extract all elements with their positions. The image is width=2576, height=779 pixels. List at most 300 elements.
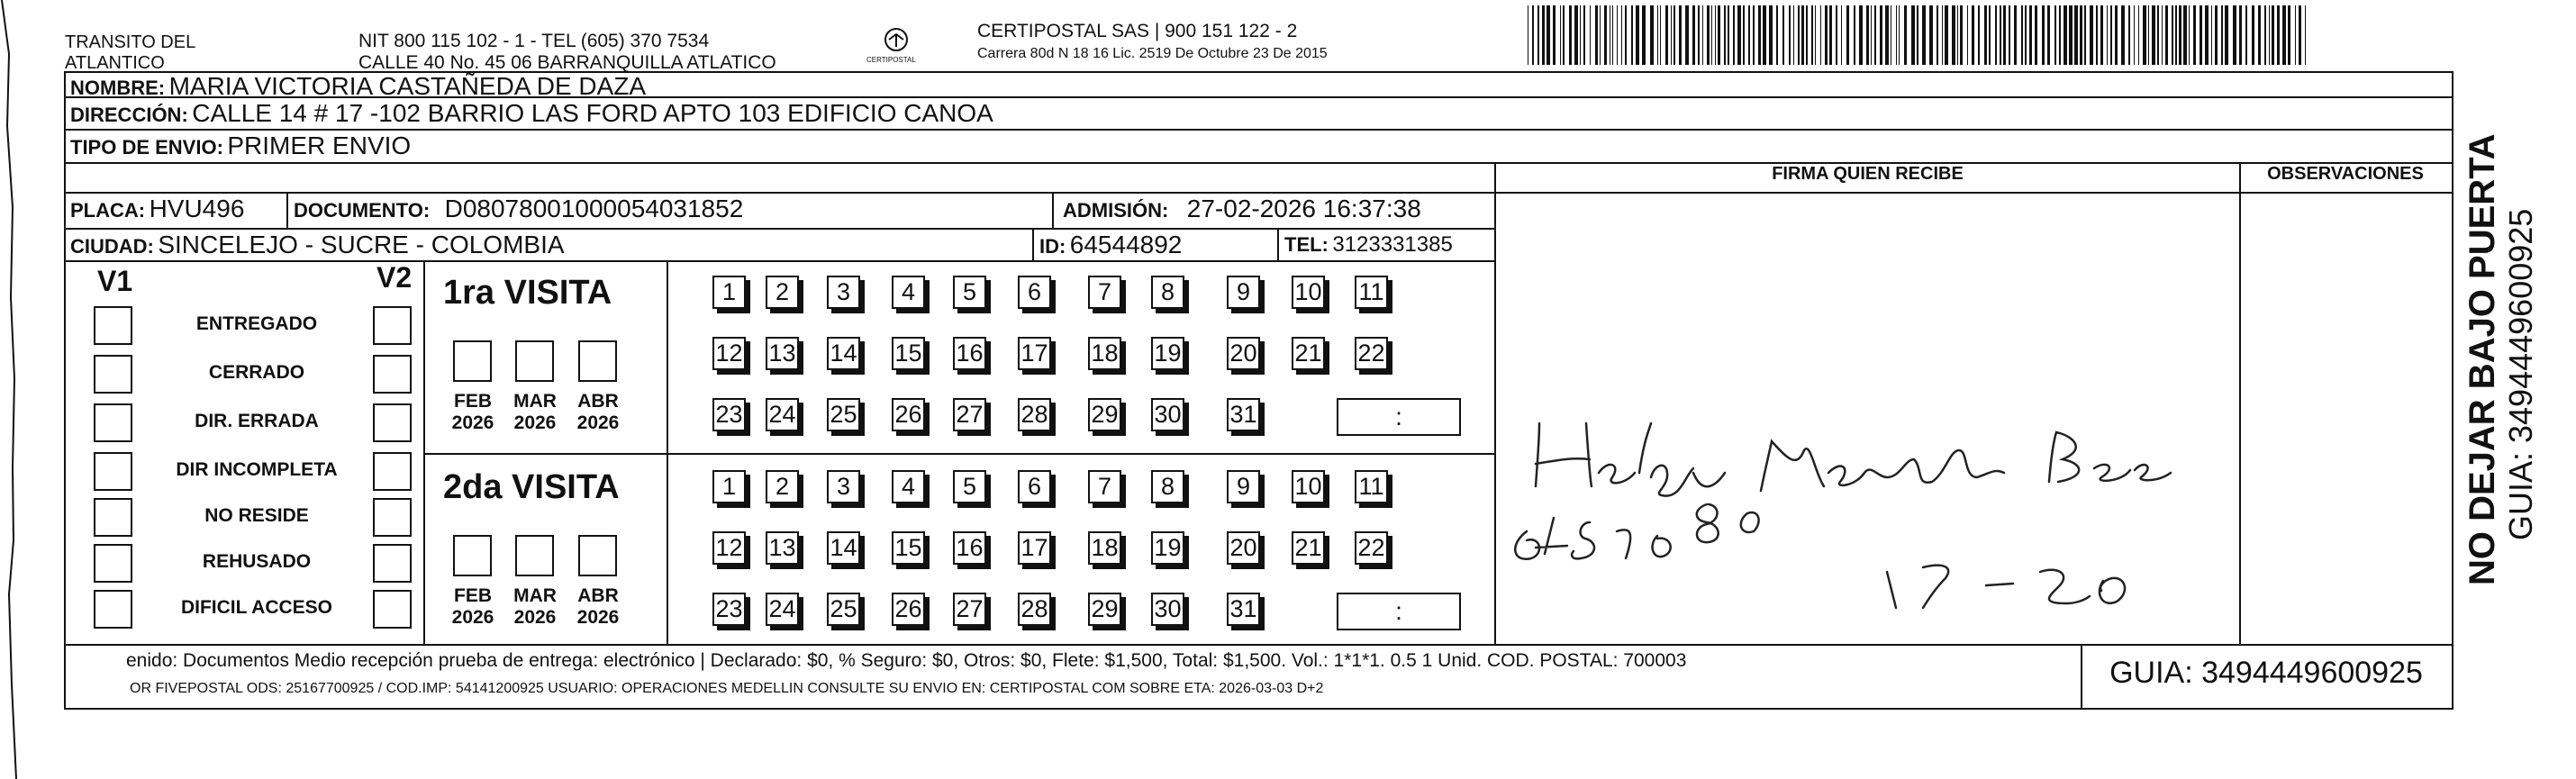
day-box[interactable]: 3 — [827, 276, 860, 309]
barcode-bar — [2084, 5, 2086, 65]
barcode-bar — [2157, 5, 2159, 65]
barcode-bar — [1989, 5, 1991, 65]
barcode-bar — [2064, 5, 2067, 65]
ciudad-divider — [1032, 228, 1034, 260]
day-box[interactable]: 13 — [766, 337, 799, 370]
barcode-bar — [1692, 5, 1695, 65]
barcode-bar — [2014, 5, 2017, 65]
barcode-bar — [1679, 5, 1682, 65]
day-box[interactable]: 30 — [1151, 398, 1184, 431]
row-line-6 — [64, 260, 1496, 262]
month-checkbox[interactable] — [578, 340, 617, 382]
day-box[interactable]: 11 — [1355, 276, 1388, 309]
nombre-label: NOMBRE: — [70, 77, 166, 99]
v1-label: V1 — [97, 265, 133, 297]
barcode-bar — [1904, 5, 1907, 65]
barcode-bar — [2193, 5, 2196, 65]
sender-nit: NIT 800 115 102 - 1 - TEL (605) 370 7534 — [358, 31, 710, 51]
id-value: 64544892 — [1069, 231, 1183, 258]
barcode-bar — [1537, 5, 1539, 65]
year-label: 2026 — [576, 607, 620, 628]
row-line-4 — [64, 192, 2454, 194]
day-box[interactable]: 28 — [1018, 398, 1051, 431]
barcode-bar — [2128, 5, 2130, 65]
barcode-bar — [2003, 5, 2006, 65]
barcode-bar — [1922, 5, 1926, 65]
tipo-value: PRIMER ENVIO — [227, 131, 412, 159]
barcode-bar — [1801, 5, 1804, 65]
barcode-bar — [1871, 5, 1872, 65]
barcode-bar — [2090, 5, 2093, 65]
day-box[interactable]: 30 — [1151, 593, 1184, 626]
day-box[interactable]: 23 — [712, 398, 746, 431]
barcode-bar — [1972, 5, 1974, 65]
v2-checkbox[interactable] — [373, 403, 412, 442]
barcode-bar — [1728, 5, 1729, 65]
barcode-bar — [2115, 5, 2118, 65]
day-box[interactable]: 18 — [1088, 531, 1121, 565]
day-box[interactable]: 10 — [1292, 470, 1325, 503]
barcode-bar — [2277, 5, 2280, 65]
day-box[interactable]: 26 — [892, 593, 925, 626]
barcode-bar — [2110, 5, 2112, 65]
year-label: 2026 — [451, 607, 494, 628]
reason-label: DIR INCOMPLETA — [176, 459, 338, 480]
observaciones-header: OBSERVACIONES — [2267, 164, 2424, 184]
col-firma-left — [1494, 162, 1496, 644]
barcode-bar — [1836, 5, 1837, 65]
barcode-bar — [1600, 5, 1601, 65]
barcode-bar — [1532, 5, 1534, 65]
barcode-bar — [1929, 5, 1933, 65]
barcode-bar — [2239, 5, 2242, 65]
barcode-bar — [1631, 5, 1633, 65]
month-label: FEB — [454, 391, 492, 412]
barcode-bar — [1885, 5, 1889, 65]
day-box[interactable]: 22 — [1355, 531, 1388, 565]
barcode-bar — [1776, 5, 1778, 65]
footer-guia: GUIA: 3494449600925 — [2109, 656, 2423, 690]
barcode-bar — [2042, 5, 2045, 65]
barcode-bar — [1984, 5, 1987, 65]
day-box[interactable]: 16 — [953, 531, 986, 565]
barcode-bar — [2172, 5, 2173, 65]
barcode-bar — [2299, 5, 2301, 65]
placa-value: HVU496 — [149, 195, 245, 222]
barcode-bar — [2074, 5, 2078, 65]
barcode-bar — [1748, 5, 1750, 65]
barcode-bar — [2134, 5, 2135, 65]
ciudad-label: CIUDAD: — [70, 235, 154, 258]
barcode-bar — [2047, 5, 2050, 65]
day-box[interactable]: 29 — [1088, 398, 1121, 431]
v1-checkbox[interactable] — [94, 403, 132, 442]
barcode-bar — [1671, 5, 1672, 65]
barcode-bar — [1846, 5, 1849, 65]
barcode-bar — [1711, 5, 1712, 65]
frame-bottom — [64, 708, 2454, 710]
day-box[interactable]: 29 — [1088, 593, 1121, 626]
month-checkbox[interactable] — [515, 340, 554, 382]
day-box[interactable]: 13 — [766, 531, 799, 565]
year-label: 2026 — [576, 412, 620, 433]
v2-checkbox[interactable] — [373, 544, 412, 583]
documento-divider — [1052, 192, 1054, 228]
day-box[interactable]: 28 — [1018, 593, 1051, 626]
barcode-bar — [1660, 5, 1661, 65]
month-checkbox[interactable] — [453, 535, 492, 576]
day-box[interactable]: 7 — [1088, 470, 1121, 503]
direccion-field — [70, 99, 993, 128]
barcode-bar — [1899, 5, 1900, 65]
barcode-bar — [2021, 5, 2023, 65]
barcode-bar — [1612, 5, 1613, 65]
month-label: FEB — [454, 585, 492, 606]
day-box[interactable]: 25 — [827, 593, 860, 626]
barcode-bar — [2215, 5, 2218, 65]
v2-label: V2 — [376, 261, 413, 294]
barcode-bar — [1580, 5, 1581, 65]
day-box[interactable]: 7 — [1088, 276, 1121, 309]
admision-field — [1063, 195, 1421, 223]
barcode-bar — [1995, 5, 1997, 65]
barcode-bar — [1896, 5, 1897, 65]
barcode-bar — [1724, 5, 1726, 65]
day-box[interactable]: 8 — [1151, 470, 1184, 503]
barcode-bar — [2059, 5, 2061, 65]
barcode-bar — [2138, 5, 2139, 65]
barcode-bar — [2258, 5, 2261, 65]
barcode-bar — [1617, 5, 1618, 65]
day-box[interactable]: 1 — [712, 276, 746, 309]
placa-label: PLACA: — [70, 199, 146, 222]
tipo-envio-field — [70, 131, 411, 160]
barcode-bar — [2282, 5, 2286, 65]
visit-title: 2da VISITA — [443, 468, 620, 506]
barcode-bar — [2221, 5, 2223, 65]
barcode-bar — [2183, 5, 2187, 65]
barcode-bar — [1733, 5, 1735, 65]
tel-field — [1284, 232, 1453, 258]
barcode-bar — [1829, 5, 1832, 65]
barcode-bar — [1553, 5, 1556, 65]
row-line-footer — [64, 644, 2454, 646]
admision-label: ADMISIÓN: — [1063, 199, 1169, 222]
barcode-bar — [2272, 5, 2274, 65]
barcode-bar — [1815, 5, 1816, 65]
barcode-bar — [2295, 5, 2296, 65]
day-box[interactable]: 2 — [766, 470, 799, 503]
barcode-bar — [1859, 5, 1863, 65]
v2-checkbox[interactable] — [373, 355, 412, 394]
month-checkbox[interactable] — [515, 535, 554, 576]
documento-value: D08078001000054031852 — [444, 195, 744, 222]
barcode-bar — [2200, 5, 2202, 65]
day-box[interactable]: 23 — [712, 593, 746, 626]
barcode-bar — [1650, 5, 1654, 65]
day-box[interactable]: 24 — [766, 593, 799, 626]
day-box[interactable]: 5 — [953, 470, 986, 503]
frame-right — [2452, 71, 2454, 710]
barcode-bar — [1574, 5, 1578, 65]
barcode-bar — [1673, 5, 1675, 65]
day-box[interactable]: 11 — [1355, 470, 1388, 503]
v1-checkbox[interactable] — [94, 590, 132, 629]
barcode-bar — [1769, 5, 1773, 65]
barcode-bar — [1825, 5, 1828, 65]
admision-value: 27-02-2026 16:37:38 — [1186, 195, 1421, 222]
day-box[interactable]: 31 — [1227, 593, 1260, 626]
day-box[interactable]: 4 — [892, 470, 925, 503]
reason-label: DIFICIL ACCESO — [180, 597, 332, 618]
ciudad-value: SINCELEJO - SUCRE - COLOMBIA — [158, 231, 565, 258]
reason-label: DIR. ERRADA — [195, 411, 319, 431]
day-box[interactable]: 3 — [827, 470, 860, 503]
barcode-bar — [2264, 5, 2266, 65]
firma-header: FIRMA QUIEN RECIBE — [1772, 164, 1964, 184]
v2-checkbox[interactable] — [373, 590, 412, 629]
visits-divider — [423, 453, 1495, 455]
barcode-bar — [1917, 5, 1918, 65]
barcode-bar — [1960, 5, 1963, 65]
v1-checkbox[interactable] — [94, 306, 132, 345]
barcode-bar — [1715, 5, 1716, 65]
handwritten-signature — [1500, 387, 2238, 621]
reason-label: NO RESIDE — [204, 505, 309, 526]
time-box[interactable]: : — [1337, 398, 1461, 436]
day-box[interactable]: 17 — [1018, 337, 1051, 370]
barcode-bar — [2107, 5, 2108, 65]
barcode-bar — [2009, 5, 2010, 65]
tipo-label: TIPO DE ENVIO: — [70, 136, 223, 159]
barcode-bar — [1590, 5, 1591, 65]
barcode-bar — [1753, 5, 1755, 65]
barcode-bar — [1685, 5, 1689, 65]
barcode-bar — [2096, 5, 2098, 65]
reason-label: REHUSADO — [202, 551, 312, 572]
v2-checkbox[interactable] — [373, 452, 412, 491]
day-box[interactable]: 31 — [1227, 398, 1260, 431]
barcode — [1526, 5, 2311, 67]
day-box[interactable]: 25 — [827, 398, 860, 431]
nombre-field — [70, 72, 646, 101]
barcode-bar — [2245, 5, 2247, 65]
barcode-bar — [1758, 5, 1761, 65]
day-box[interactable]: 18 — [1088, 337, 1121, 370]
barcode-bar — [1978, 5, 1980, 65]
day-box[interactable]: 21 — [1292, 337, 1325, 370]
id-label: ID: — [1039, 235, 1066, 258]
year-label: 2026 — [513, 412, 557, 433]
v1-checkbox[interactable] — [94, 452, 132, 491]
day-box[interactable]: 27 — [953, 593, 986, 626]
day-box[interactable]: 12 — [712, 531, 746, 565]
barcode-bar — [2143, 5, 2146, 65]
side-no-dejar: NO DEJAR BAJO PUERTA — [2463, 133, 2502, 585]
barcode-bar — [1657, 5, 1658, 65]
day-box[interactable]: 24 — [766, 398, 799, 431]
visit-title: 1ra VISITA — [443, 274, 612, 312]
day-box[interactable]: 27 — [953, 398, 986, 431]
day-box[interactable]: 19 — [1151, 531, 1184, 565]
day-box[interactable]: 4 — [892, 276, 925, 309]
day-box[interactable]: 17 — [1018, 531, 1051, 565]
barcode-bar — [2080, 5, 2082, 65]
barcode-bar — [1820, 5, 1821, 65]
footer-contents: enido: Documentos Medio recepción prueba de entrega: electrónico | Declarado: $0, % Seguro: $0, Otros: $0, Flete: $1,500, Total: $1,500. Vol.: 1*1*1. 0.5 1 Unid. COD. POSTAL: 700003 — [126, 650, 1687, 671]
barcode-bar — [2175, 5, 2177, 65]
barcode-bar — [1569, 5, 1572, 65]
sender-contact — [358, 31, 776, 74]
day-box[interactable]: 10 — [1292, 276, 1325, 309]
day-box[interactable]: 12 — [712, 337, 746, 370]
day-box[interactable]: 22 — [1355, 337, 1388, 370]
year-label: 2026 — [513, 607, 557, 628]
day-box[interactable]: 9 — [1227, 470, 1260, 503]
day-box[interactable]: 6 — [1018, 470, 1051, 503]
barcode-bar — [1595, 5, 1598, 65]
v1-checkbox[interactable] — [94, 544, 132, 583]
row-line-2 — [64, 129, 2454, 131]
barcode-bar — [1604, 5, 1607, 65]
carrier-name: CERTIPOSTAL SAS | 900 151 122 - 2 — [977, 21, 1298, 41]
frame-left — [64, 71, 66, 710]
barcode-bar — [1793, 5, 1794, 65]
reason-label: ENTREGADO — [195, 313, 318, 334]
barcode-bar — [2269, 5, 2270, 65]
barcode-bar — [1763, 5, 1766, 65]
carrier-logo — [865, 25, 928, 70]
documento-field — [294, 195, 743, 223]
barcode-bar — [1782, 5, 1784, 65]
day-box[interactable]: 9 — [1227, 276, 1260, 309]
v2-checkbox[interactable] — [373, 306, 412, 345]
barcode-bar — [1874, 5, 1876, 65]
barcode-bar — [2100, 5, 2103, 65]
tel-label: TEL: — [1284, 233, 1329, 256]
sender-line-1: TRANSITO DEL — [65, 32, 196, 52]
months-divider — [667, 260, 668, 644]
month-checkbox[interactable] — [578, 535, 617, 576]
barcode-bar — [1798, 5, 1800, 65]
month-label: MAR — [513, 585, 557, 606]
month-label: ABR — [577, 585, 619, 606]
barcode-bar — [2025, 5, 2027, 65]
day-box[interactable]: 21 — [1292, 531, 1325, 565]
barcode-bar — [2148, 5, 2149, 65]
barcode-bar — [2205, 5, 2209, 65]
barcode-bar — [1945, 5, 1948, 65]
barcode-bar — [1707, 5, 1710, 65]
day-box[interactable]: 20 — [1227, 531, 1260, 565]
barcode-bar — [2000, 5, 2001, 65]
placa-field — [70, 195, 244, 223]
barcode-bar — [1636, 5, 1639, 65]
id-divider — [1277, 228, 1279, 260]
barcode-bar — [2121, 5, 2125, 65]
reason-label: CERRADO — [208, 362, 305, 383]
barcode-bar — [1563, 5, 1565, 65]
barcode-bar — [2165, 5, 2168, 65]
barcode-bar — [1560, 5, 1561, 65]
day-box[interactable]: 8 — [1151, 276, 1184, 309]
day-box[interactable]: 14 — [827, 337, 860, 370]
barcode-bar — [1665, 5, 1668, 65]
barcode-bar — [1743, 5, 1745, 65]
tel-value: 3123331385 — [1332, 232, 1453, 257]
day-box[interactable]: 15 — [892, 531, 925, 565]
barcode-bar — [2069, 5, 2073, 65]
day-box[interactable]: 5 — [953, 276, 986, 309]
barcode-bar — [2162, 5, 2163, 65]
barcode-bar — [2035, 5, 2037, 65]
day-box[interactable]: 15 — [892, 337, 925, 370]
direccion-value: CALLE 14 # 17 -102 BARRIO LAS FORD APTO 103 EDIFICIO CANOA — [192, 99, 993, 127]
barcode-bar — [1698, 5, 1700, 65]
day-box[interactable]: 26 — [892, 398, 925, 431]
barcode-bar — [1811, 5, 1813, 65]
day-box[interactable]: 6 — [1018, 276, 1051, 309]
barcode-bar — [1911, 5, 1915, 65]
barcode-bar — [2305, 5, 2306, 65]
nombre-value: MARIA VICTORIA CASTAÑEDA DE DAZA — [168, 72, 647, 100]
v1-checkbox[interactable] — [94, 355, 132, 394]
torn-edge — [0, 0, 18, 779]
barcode-bar — [1542, 5, 1545, 65]
day-box[interactable]: 20 — [1227, 337, 1260, 370]
v2-checkbox[interactable] — [373, 498, 412, 537]
barcode-bar — [1880, 5, 1882, 65]
v1-checkbox[interactable] — [94, 498, 132, 537]
carrier-license: Carrera 80d N 18 16 Lic. 2519 De Octubre 23 De 2015 — [977, 46, 1328, 61]
placa-divider — [286, 192, 288, 228]
day-box[interactable]: 14 — [827, 531, 860, 565]
barcode-bar — [1866, 5, 1869, 65]
barcode-bar — [1625, 5, 1627, 65]
barcode-bar — [2054, 5, 2056, 65]
barcode-bar — [1942, 5, 1943, 65]
barcode-bar — [2225, 5, 2228, 65]
barcode-bar — [1806, 5, 1808, 65]
month-label: ABR — [577, 391, 619, 412]
ciudad-field — [70, 231, 565, 259]
day-box[interactable]: 1 — [712, 470, 746, 503]
footer-tracking: OR FIVEPOSTAL ODS: 25167700925 / COD.IMP: 54141200925 USUARIO: OPERACIONES MEDELLIN CONSULTE SU ENVIO EN: CERTIPOSTAL COM SOBRE ETA: 2026-03-03 D+2 — [130, 681, 1324, 696]
barcode-bar — [1547, 5, 1550, 65]
barcode-bar — [2189, 5, 2190, 65]
documento-label: DOCUMENTO: — [294, 199, 431, 222]
month-checkbox[interactable] — [453, 340, 492, 382]
direccion-label: DIRECCIÓN: — [70, 104, 188, 126]
barcode-bar — [1967, 5, 1968, 65]
barcode-bar — [2211, 5, 2212, 65]
sender-name — [65, 32, 195, 74]
barcode-bar — [2233, 5, 2236, 65]
logo-text: CERTIPOSTAL — [866, 56, 916, 64]
barcode-bar — [2029, 5, 2032, 65]
barcode-bar — [1702, 5, 1703, 65]
checklist-divider — [423, 260, 425, 644]
barcode-bar — [1957, 5, 1958, 65]
barcode-bar — [2288, 5, 2290, 65]
time-box[interactable]: : — [1337, 593, 1461, 630]
col-obs-left — [2239, 162, 2241, 644]
id-field — [1039, 231, 1182, 259]
day-box[interactable]: 2 — [766, 276, 799, 309]
day-box[interactable]: 16 — [953, 337, 986, 370]
day-box[interactable]: 19 — [1151, 337, 1184, 370]
sender-line-2: ATLANTICO — [65, 53, 165, 73]
